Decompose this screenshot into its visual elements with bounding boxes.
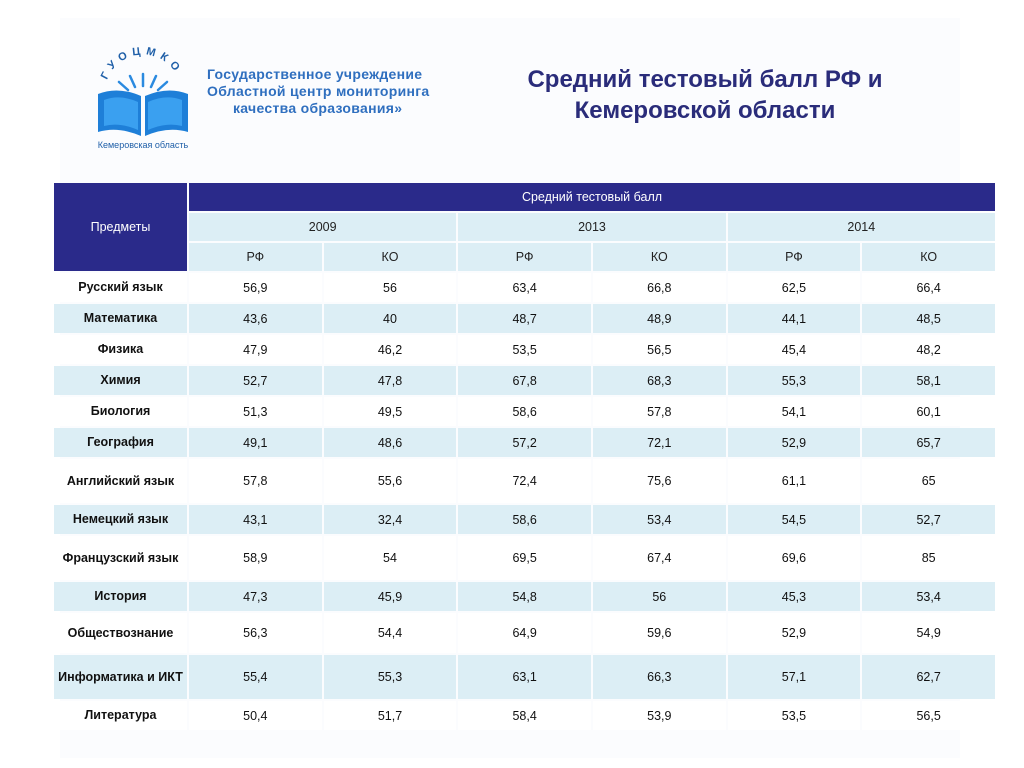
score-cell: 40 — [324, 304, 457, 333]
score-cell: 48,7 — [458, 304, 591, 333]
score-cell: 48,9 — [593, 304, 726, 333]
subject-cell: Английский язык — [54, 459, 187, 503]
subject-cell: Физика — [54, 335, 187, 364]
score-cell: 44,1 — [728, 304, 861, 333]
score-cell: 56,5 — [593, 335, 726, 364]
table-row — [54, 366, 995, 395]
subject-cell: Обществознание — [54, 613, 187, 653]
organization-name — [207, 66, 430, 117]
subject-cell: Информатика и ИКТ — [54, 655, 187, 699]
scores-table — [52, 181, 997, 732]
score-cell: 54,5 — [728, 505, 861, 534]
column-header-ko: КО — [324, 243, 457, 271]
organization-line-2: Областной центр мониторинга — [207, 83, 430, 99]
score-cell: 58,1 — [862, 366, 995, 395]
score-cell: 45,4 — [728, 335, 861, 364]
score-cell: 69,5 — [458, 536, 591, 580]
column-header-rf: РФ — [728, 243, 861, 271]
score-cell: 49,1 — [189, 428, 322, 457]
score-cell: 66,3 — [593, 655, 726, 699]
score-cell: 72,4 — [458, 459, 591, 503]
score-cell: 49,5 — [324, 397, 457, 426]
score-cell: 45,9 — [324, 582, 457, 611]
year-header: 2009 — [189, 213, 456, 241]
title-line-1: Средний тестовый балл РФ и — [527, 66, 883, 93]
score-cell: 50,4 — [189, 701, 322, 730]
sun-rays-icon — [119, 74, 167, 90]
score-cell: 52,7 — [189, 366, 322, 395]
score-cell: 48,2 — [862, 335, 995, 364]
table-row — [54, 397, 995, 426]
subject-cell: Литература — [54, 701, 187, 730]
subject-cell: Русский язык — [54, 273, 187, 302]
score-cell: 56,5 — [862, 701, 995, 730]
subject-cell: География — [54, 428, 187, 457]
score-cell: 72,1 — [593, 428, 726, 457]
group-header: Средний тестовый балл — [189, 183, 995, 211]
score-cell: 57,1 — [728, 655, 861, 699]
subject-cell: История — [54, 582, 187, 611]
score-cell: 53,9 — [593, 701, 726, 730]
organization-line-3: качества образования» — [233, 100, 403, 116]
score-cell: 47,9 — [189, 335, 322, 364]
score-cell: 60,1 — [862, 397, 995, 426]
score-cell: 55,3 — [728, 366, 861, 395]
score-cell: 55,4 — [189, 655, 322, 699]
score-cell: 47,3 — [189, 582, 322, 611]
score-cell: 47,8 — [324, 366, 457, 395]
score-cell: 63,4 — [458, 273, 591, 302]
logo-arc-text: ГУОЦМКО — [98, 45, 185, 82]
score-cell: 63,1 — [458, 655, 591, 699]
subject-cell: Немецкий язык — [54, 505, 187, 534]
score-cell: 61,1 — [728, 459, 861, 503]
organization-line-1: Государственное учреждение — [207, 66, 423, 82]
table-row — [54, 536, 995, 580]
score-cell: 75,6 — [593, 459, 726, 503]
score-cell: 57,8 — [593, 397, 726, 426]
score-cell: 54,1 — [728, 397, 861, 426]
year-header: 2013 — [458, 213, 725, 241]
score-cell: 48,5 — [862, 304, 995, 333]
score-cell: 69,6 — [728, 536, 861, 580]
table-row — [54, 505, 995, 534]
logo-caption: Кемеровская область — [97, 140, 189, 150]
table-row — [54, 428, 995, 457]
subject-cell: Французский язык — [54, 536, 187, 580]
score-cell: 57,2 — [458, 428, 591, 457]
score-cell: 85 — [862, 536, 995, 580]
score-cell: 32,4 — [324, 505, 457, 534]
score-cell: 67,8 — [458, 366, 591, 395]
score-cell: 64,9 — [458, 613, 591, 653]
table-row — [54, 582, 995, 611]
score-cell: 59,6 — [593, 613, 726, 653]
score-cell: 66,8 — [593, 273, 726, 302]
score-cell: 58,6 — [458, 397, 591, 426]
table-row — [54, 273, 995, 302]
score-cell: 56,3 — [189, 613, 322, 653]
score-cell: 53,4 — [593, 505, 726, 534]
score-cell: 53,4 — [862, 582, 995, 611]
score-cell: 53,5 — [728, 701, 861, 730]
score-cell: 51,7 — [324, 701, 457, 730]
score-cell: 54,4 — [324, 613, 457, 653]
column-header-ko: КО — [593, 243, 726, 271]
score-cell: 68,3 — [593, 366, 726, 395]
score-cell: 52,9 — [728, 613, 861, 653]
score-cell: 55,6 — [324, 459, 457, 503]
column-header-rf: РФ — [189, 243, 322, 271]
score-cell: 45,3 — [728, 582, 861, 611]
score-cell: 46,2 — [324, 335, 457, 364]
organization-logo — [88, 40, 198, 158]
score-cell: 66,4 — [862, 273, 995, 302]
score-cell: 62,5 — [728, 273, 861, 302]
subjects-header: Предметы — [54, 183, 187, 271]
score-cell: 43,6 — [189, 304, 322, 333]
column-header-ko: КО — [862, 243, 995, 271]
score-cell: 52,7 — [862, 505, 995, 534]
score-cell: 65 — [862, 459, 995, 503]
score-cell: 55,3 — [324, 655, 457, 699]
column-header-rf: РФ — [458, 243, 591, 271]
score-cell: 65,7 — [862, 428, 995, 457]
score-cell: 58,4 — [458, 701, 591, 730]
score-cell: 53,5 — [458, 335, 591, 364]
table-row — [54, 459, 995, 503]
score-cell: 62,7 — [862, 655, 995, 699]
title-line-2: Кемеровской области — [574, 97, 836, 124]
score-cell: 48,6 — [324, 428, 457, 457]
score-cell: 54,8 — [458, 582, 591, 611]
subject-cell: Биология — [54, 397, 187, 426]
score-cell: 67,4 — [593, 536, 726, 580]
score-cell: 56 — [324, 273, 457, 302]
table-row — [54, 613, 995, 653]
score-cell: 57,8 — [189, 459, 322, 503]
page-title — [490, 64, 920, 126]
score-cell: 56,9 — [189, 273, 322, 302]
book-logo-icon — [88, 40, 198, 140]
subject-cell: Математика — [54, 304, 187, 333]
score-cell: 54 — [324, 536, 457, 580]
score-cell: 52,9 — [728, 428, 861, 457]
score-cell: 43,1 — [189, 505, 322, 534]
score-cell: 58,6 — [458, 505, 591, 534]
score-cell: 51,3 — [189, 397, 322, 426]
year-header: 2014 — [728, 213, 995, 241]
score-cell: 58,9 — [189, 536, 322, 580]
subject-cell: Химия — [54, 366, 187, 395]
table-row — [54, 701, 995, 730]
score-cell: 54,9 — [862, 613, 995, 653]
table-row — [54, 655, 995, 699]
score-cell: 56 — [593, 582, 726, 611]
table-row — [54, 335, 995, 364]
table-row — [54, 304, 995, 333]
